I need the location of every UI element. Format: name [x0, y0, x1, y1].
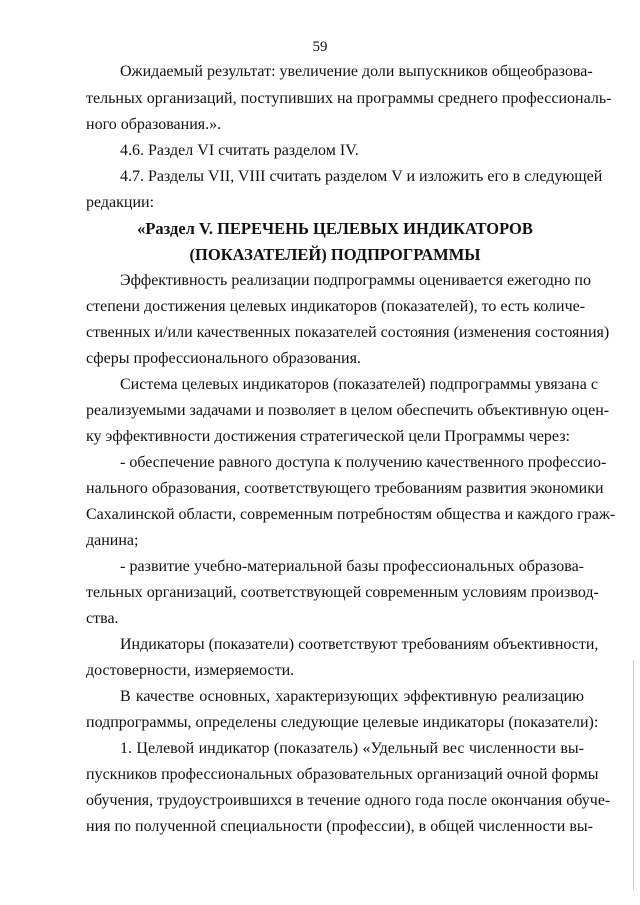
list-item-line: нального образования, соответствующего требованиям развития экономики: [86, 480, 604, 497]
list-item-line: данина;: [86, 532, 139, 549]
text-line: ку эффективности достижения стратегической цели Программы через:: [86, 428, 570, 445]
text-line: ного образования.».: [86, 116, 222, 133]
text-line: достоверности, измеряемости.: [86, 662, 295, 679]
section-heading: «Раздел V. ПЕРЕЧЕНЬ ЦЕЛЕВЫХ ИНДИКАТОРОВ: [137, 219, 533, 238]
text-line: степени достижения целевых индикаторов (показателей), то есть количе-: [86, 298, 586, 315]
text-line: 4.7. Разделы VII, VIII считать разделом V и изложить его в следующей: [120, 168, 603, 185]
text-line: реализуемыми задачами и позволяет в целом обеспечить объективную оцен-: [86, 402, 610, 419]
section-heading: (ПОКАЗАТЕЛЕЙ) ПОДПРОГРАММЫ: [189, 245, 481, 264]
list-item-line: - обеспечение равного доступа к получению качественного профессио-: [120, 454, 607, 471]
text-line: сферы профессионального образования.: [86, 350, 361, 367]
list-item-line: - развитие учебно-материальной базы профессиональных образова-: [120, 558, 584, 575]
text-line: ния по полученной специальности (профессии), в общей численности вы-: [86, 818, 593, 835]
text-line: ственных и/или качественных показателей состояния (изменения состояния): [86, 324, 610, 341]
text-line: пускников профессиональных образовательных организаций очной формы: [86, 766, 599, 783]
scan-edge-mark: [633, 660, 634, 890]
text-line: Ожидаемый результат: увеличение доли выпускников общеобразова-: [120, 63, 593, 80]
text-line: тельных организаций, поступивших на программы среднего профессиональ-: [86, 90, 612, 107]
text-line: подпрограммы, определены следующие целевые индикаторы (показатели):: [86, 714, 599, 731]
text-line: обучения, трудоустроившихся в течение одного года после окончания обуче-: [86, 792, 611, 809]
text-line: 1. Целевой индикатор (показатель) «Удельный вес численности вы-: [120, 740, 584, 757]
list-item-line: Сахалинской области, современным потребностям общества и каждого граж-: [86, 506, 616, 523]
text-line: 4.6. Раздел VI считать разделом IV.: [120, 142, 359, 159]
text-line: Эффективность реализации подпрограммы оценивается ежегодно по: [120, 272, 591, 289]
list-item-line: ства.: [86, 610, 119, 627]
page-number: 59: [312, 39, 328, 55]
list-item-line: тельных организаций, соответствующей современным условиям производ-: [86, 584, 599, 601]
text-line: В качестве основных, характеризующих эффективную реализацию: [120, 688, 584, 705]
text-line: Индикаторы (показатели) соответствуют требованиям объективности,: [120, 636, 599, 653]
text-line: Система целевых индикаторов (показателей) подпрограммы увязана с: [120, 376, 598, 393]
text-line: редакции:: [86, 194, 155, 211]
